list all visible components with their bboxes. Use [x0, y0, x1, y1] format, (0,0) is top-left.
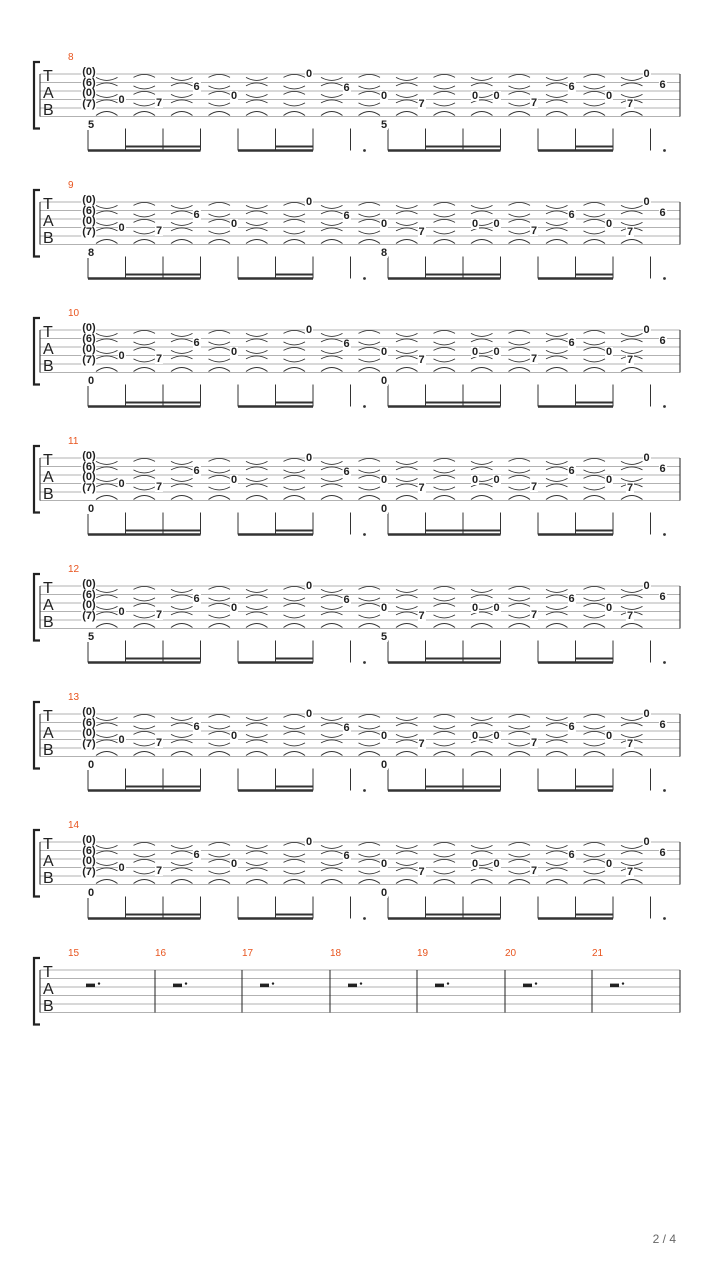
ghost-note: (0): [82, 215, 96, 228]
rest-dot: [622, 982, 624, 984]
fret-number: 0: [643, 68, 650, 80]
fret-number: 0: [305, 68, 313, 80]
fret-number: 7: [155, 352, 163, 365]
fret-number: 0: [230, 474, 238, 487]
fret-number: 7: [530, 736, 538, 749]
fret-number: 6: [659, 847, 666, 860]
ghost-note: (7): [82, 97, 96, 110]
tab-clef-t: T: [43, 836, 53, 853]
fret-number: 0: [230, 730, 238, 743]
ghost-note: (6): [82, 716, 96, 729]
ghost-note: (0): [82, 578, 96, 590]
fret-number: 6: [568, 336, 575, 349]
fret-number: 6: [568, 720, 575, 733]
fret-number: 6: [659, 463, 666, 476]
fret-number: 7: [530, 864, 538, 877]
bass-fret: 8: [380, 247, 388, 259]
bass-fret: 0: [87, 503, 95, 515]
fret-number: 6: [193, 336, 200, 349]
fret-number: 0: [471, 218, 479, 231]
fret-number: 6: [659, 207, 666, 220]
fret-number: 6: [343, 209, 350, 222]
ghost-note: (7): [82, 225, 96, 238]
ghost-note: (0): [82, 855, 96, 868]
measure-number: 15: [68, 948, 80, 959]
ghost-note: (7): [82, 737, 96, 750]
ghost-note: (7): [82, 865, 96, 878]
fret-number: 6: [193, 208, 200, 221]
fret-number: 0: [380, 90, 388, 103]
fret-number: 7: [530, 480, 538, 493]
measure-number: 18: [330, 948, 342, 959]
rest-mark: [523, 984, 532, 988]
fret-number: 7: [418, 97, 425, 110]
fret-number: 0: [118, 605, 125, 618]
fret-number: 6: [193, 720, 200, 733]
fret-number: 0: [605, 474, 613, 487]
fret-number: 0: [471, 90, 479, 103]
fret-number: 7: [530, 608, 538, 621]
rest-mark: [260, 984, 269, 988]
fret-number: 7: [626, 609, 634, 622]
fret-number: 6: [193, 80, 200, 93]
fret-number: 0: [380, 602, 388, 615]
tab-clef-t: T: [43, 708, 53, 725]
fret-number: 7: [155, 608, 163, 621]
fret-number: 0: [380, 218, 388, 231]
fret-number: 7: [626, 737, 634, 750]
fret-number: 7: [418, 353, 425, 366]
fret-number: 0: [493, 602, 500, 615]
fret-number: 0: [305, 708, 313, 720]
fret-number: 6: [659, 591, 666, 604]
measure-number: 16: [155, 948, 167, 959]
fret-number: 7: [418, 609, 425, 622]
fret-number: 6: [343, 337, 350, 350]
ghost-note: (0): [82, 194, 96, 206]
measure-number: 14: [68, 820, 80, 831]
tab-clef-a: A: [43, 469, 54, 486]
ghost-note: (0): [82, 599, 96, 612]
tab-clef-t: T: [43, 196, 53, 213]
measure-number: 10: [68, 308, 80, 319]
ghost-note: (7): [82, 353, 96, 366]
tab-clef-b: B: [43, 230, 54, 247]
tab-clef-b: B: [43, 870, 54, 887]
fret-number: 0: [605, 602, 613, 615]
fret-number: 0: [230, 858, 238, 871]
measure-number: 20: [505, 948, 517, 959]
system-bracket: [34, 958, 40, 1025]
ghost-note: (6): [82, 844, 96, 857]
measure-number: 13: [68, 692, 80, 703]
fret-number: 0: [471, 730, 479, 743]
fret-number: 0: [118, 477, 125, 490]
ghost-note: (0): [82, 834, 96, 846]
tab-clef-t: T: [43, 964, 53, 981]
bass-fret: 8: [87, 247, 95, 259]
fret-number: 7: [626, 865, 634, 878]
ghost-note: (0): [82, 471, 96, 484]
measure-number: 17: [242, 948, 254, 959]
measure-number: 19: [417, 948, 429, 959]
measure-number: 12: [68, 564, 80, 575]
fret-number: 0: [118, 93, 125, 106]
fret-number: 6: [193, 848, 200, 861]
fret-number: 7: [418, 481, 425, 494]
fret-number: 0: [118, 733, 125, 746]
tab-clef-t: T: [43, 452, 53, 469]
fret-number: 7: [530, 352, 538, 365]
tab-clef-t: T: [43, 580, 53, 597]
page-number: 2 / 4: [652, 1232, 676, 1246]
tab-clef-a: A: [43, 981, 54, 998]
rest-dot: [185, 982, 187, 984]
ghost-note: (6): [82, 76, 96, 89]
fret-number: 0: [605, 346, 613, 359]
fret-number: 0: [471, 474, 479, 487]
fret-number: 7: [155, 224, 163, 237]
fret-number: 0: [230, 90, 238, 103]
ghost-note: (6): [82, 588, 96, 601]
rest-dot: [447, 982, 449, 984]
bass-fret: 0: [87, 887, 95, 899]
ghost-note: (0): [82, 727, 96, 740]
measure-number: 9: [68, 180, 74, 191]
ghost-note: (0): [82, 343, 96, 356]
bass-fret: 0: [380, 503, 388, 515]
fret-number: 0: [380, 730, 388, 743]
fret-number: 0: [493, 346, 500, 359]
ghost-note: (0): [82, 87, 96, 100]
fret-number: 7: [530, 96, 538, 109]
tab-clef-a: A: [43, 213, 54, 230]
ghost-note: (6): [82, 204, 96, 217]
fret-number: 0: [305, 580, 313, 592]
fret-number: 6: [659, 719, 666, 732]
tab-clef-a: A: [43, 725, 54, 742]
fret-number: 0: [380, 858, 388, 871]
fret-number: 0: [118, 221, 125, 234]
tab-clef-b: B: [43, 102, 54, 119]
fret-number: 0: [230, 602, 238, 615]
tab-clef-b: B: [43, 486, 54, 503]
bass-fret: 5: [87, 119, 95, 131]
fret-number: 7: [155, 480, 163, 493]
tab-clef-b: B: [43, 358, 54, 375]
bass-fret: 5: [87, 631, 95, 643]
fret-number: 6: [568, 80, 575, 93]
bass-fret: 5: [380, 631, 388, 643]
fret-number: 6: [568, 592, 575, 605]
fret-number: 6: [193, 464, 200, 477]
fret-number: 6: [343, 593, 350, 606]
ghost-note: (7): [82, 609, 96, 622]
measure-number: 21: [592, 948, 604, 959]
ghost-note: (0): [82, 66, 96, 78]
fret-number: 7: [155, 96, 163, 109]
fret-number: 7: [155, 736, 163, 749]
fret-number: 0: [305, 196, 313, 208]
fret-number: 0: [643, 708, 650, 720]
fret-number: 0: [605, 730, 613, 743]
fret-number: 0: [471, 346, 479, 359]
tab-clef-b: B: [43, 614, 54, 631]
tab-clef-t: T: [43, 68, 53, 85]
fret-number: 0: [305, 452, 313, 464]
ghost-note: (0): [82, 450, 96, 462]
fret-number: 6: [568, 464, 575, 477]
tab-clef-a: A: [43, 597, 54, 614]
fret-number: 0: [605, 858, 613, 871]
rest-dot: [272, 982, 274, 984]
fret-number: 0: [118, 861, 125, 874]
ghost-note: (6): [82, 460, 96, 473]
fret-number: 0: [493, 730, 500, 743]
fret-number: 7: [418, 225, 425, 238]
fret-number: 6: [343, 849, 350, 862]
fret-number: 6: [343, 81, 350, 94]
fret-number: 0: [643, 452, 650, 464]
fret-number: 0: [643, 196, 650, 208]
fret-number: 0: [643, 580, 650, 592]
fret-number: 0: [493, 858, 500, 871]
fret-number: 0: [605, 218, 613, 231]
fret-number: 6: [343, 465, 350, 478]
fret-number: 0: [305, 836, 313, 848]
fret-number: 7: [418, 865, 425, 878]
fret-number: 0: [230, 218, 238, 231]
fret-number: 0: [643, 836, 650, 848]
rest-mark: [348, 984, 357, 988]
tab-clef-a: A: [43, 341, 54, 358]
rest-mark: [86, 984, 95, 988]
tab-clef-a: A: [43, 853, 54, 870]
fret-number: 0: [605, 90, 613, 103]
fret-number: 0: [230, 346, 238, 359]
tab-clef-b: B: [43, 998, 54, 1015]
bass-fret: 0: [87, 375, 95, 387]
fret-number: 7: [626, 225, 634, 238]
fret-number: 7: [626, 97, 634, 110]
fret-number: 6: [568, 208, 575, 221]
fret-number: 0: [380, 474, 388, 487]
ghost-note: (6): [82, 332, 96, 345]
fret-number: 0: [493, 90, 500, 103]
rest-mark: [435, 984, 444, 988]
ghost-note: (0): [82, 322, 96, 334]
fret-number: 0: [643, 324, 650, 336]
rest-mark: [610, 984, 619, 988]
fret-number: 0: [493, 474, 500, 487]
fret-number: 0: [118, 349, 125, 362]
fret-number: 6: [193, 592, 200, 605]
tab-clef-a: A: [43, 85, 54, 102]
ghost-note: (0): [82, 706, 96, 718]
bass-fret: 5: [380, 119, 388, 131]
tab-clef-t: T: [43, 324, 53, 341]
fret-number: 6: [568, 848, 575, 861]
fret-number: 6: [343, 721, 350, 734]
fret-number: 0: [471, 858, 479, 871]
fret-number: 0: [471, 602, 479, 615]
ghost-note: (7): [82, 481, 96, 494]
bass-fret: 0: [380, 375, 388, 387]
bass-fret: 0: [87, 759, 95, 771]
measure-number: 8: [68, 52, 74, 63]
bass-fret: 0: [380, 759, 388, 771]
fret-number: 6: [659, 79, 666, 92]
fret-number: 0: [305, 324, 313, 336]
rest-dot: [360, 982, 362, 984]
rest-dot: [98, 982, 100, 984]
rest-dot: [535, 982, 537, 984]
fret-number: 0: [380, 346, 388, 359]
fret-number: 7: [626, 481, 634, 494]
tab-clef-b: B: [43, 742, 54, 759]
fret-number: 7: [626, 353, 634, 366]
measure-number: 11: [68, 436, 79, 447]
rest-mark: [173, 984, 182, 988]
fret-number: 7: [530, 224, 538, 237]
fret-number: 7: [155, 864, 163, 877]
fret-number: 0: [493, 218, 500, 231]
fret-number: 7: [418, 737, 425, 750]
bass-fret: 0: [380, 887, 388, 899]
fret-number: 6: [659, 335, 666, 348]
